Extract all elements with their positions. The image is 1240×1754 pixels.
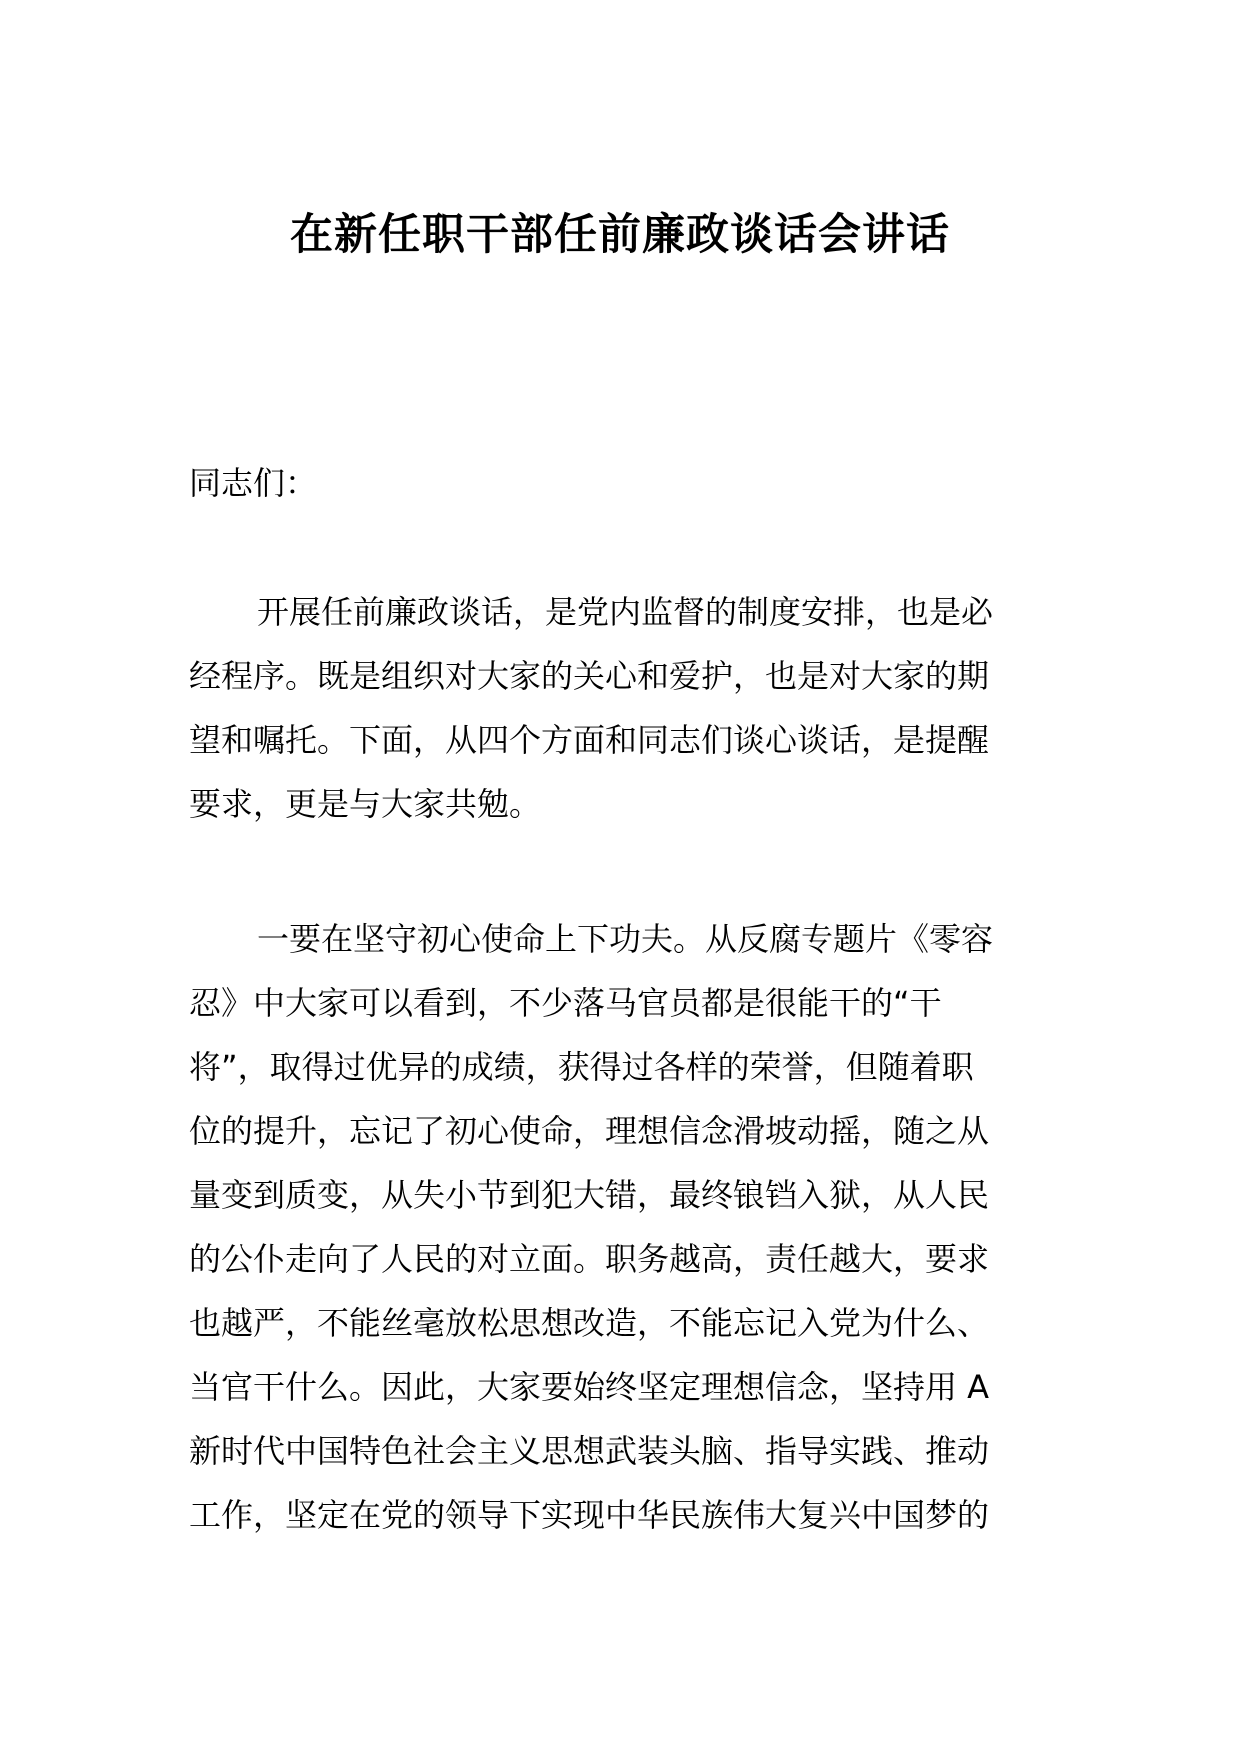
paragraph-line: 当官干什么。因此，大家要始终坚定理想信念，坚持用 A <box>189 1368 990 1406</box>
paragraph-line: 位的提升，忘记了初心使命，理想信念滑坡动摇，随之从 <box>189 1112 990 1150</box>
paragraph-line: 工作，坚定在党的领导下实现中华民族伟大复兴中国梦的 <box>189 1496 990 1534</box>
paragraph-line: 要求，更是与大家共勉。 <box>189 785 542 823</box>
paragraph-line: 量变到质变，从失小节到犯大错，最终锒铛入狱，从人民 <box>189 1176 990 1214</box>
paragraph-line: 的公仆走向了人民的对立面。职务越高，责任越大，要求 <box>189 1240 990 1278</box>
paragraph-line: 开展任前廉政谈话，是党内监督的制度安排，也是必 <box>257 593 994 631</box>
paragraph-line: 一要在坚守初心使命上下功夫。从反腐专题片《零容 <box>257 920 994 958</box>
document-title: 在新任职干部任前廉政谈话会讲话 <box>290 210 950 260</box>
paragraph-line: 忍》中大家可以看到，不少落马官员都是很能干的“干 <box>189 984 942 1022</box>
paragraph-line: 将”，取得过优异的成绩，获得过各样的荣誉，但随着职 <box>189 1048 974 1086</box>
salutation: 同志们： <box>189 464 318 502</box>
paragraph-line: 经程序。既是组织对大家的关心和爱护，也是对大家的期 <box>189 657 990 695</box>
paragraph-line: 望和嘱托。下面，从四个方面和同志们谈心谈话，是提醒 <box>189 721 990 759</box>
paragraph-line: 也越严，不能丝毫放松思想改造，不能忘记入党为什么、 <box>189 1304 990 1342</box>
paragraph-line: 新时代中国特色社会主义思想武装头脑、指导实践、推动 <box>189 1432 990 1470</box>
paragraph-intro <box>189 580 1059 836</box>
paragraph-point-one <box>189 907 1059 1547</box>
